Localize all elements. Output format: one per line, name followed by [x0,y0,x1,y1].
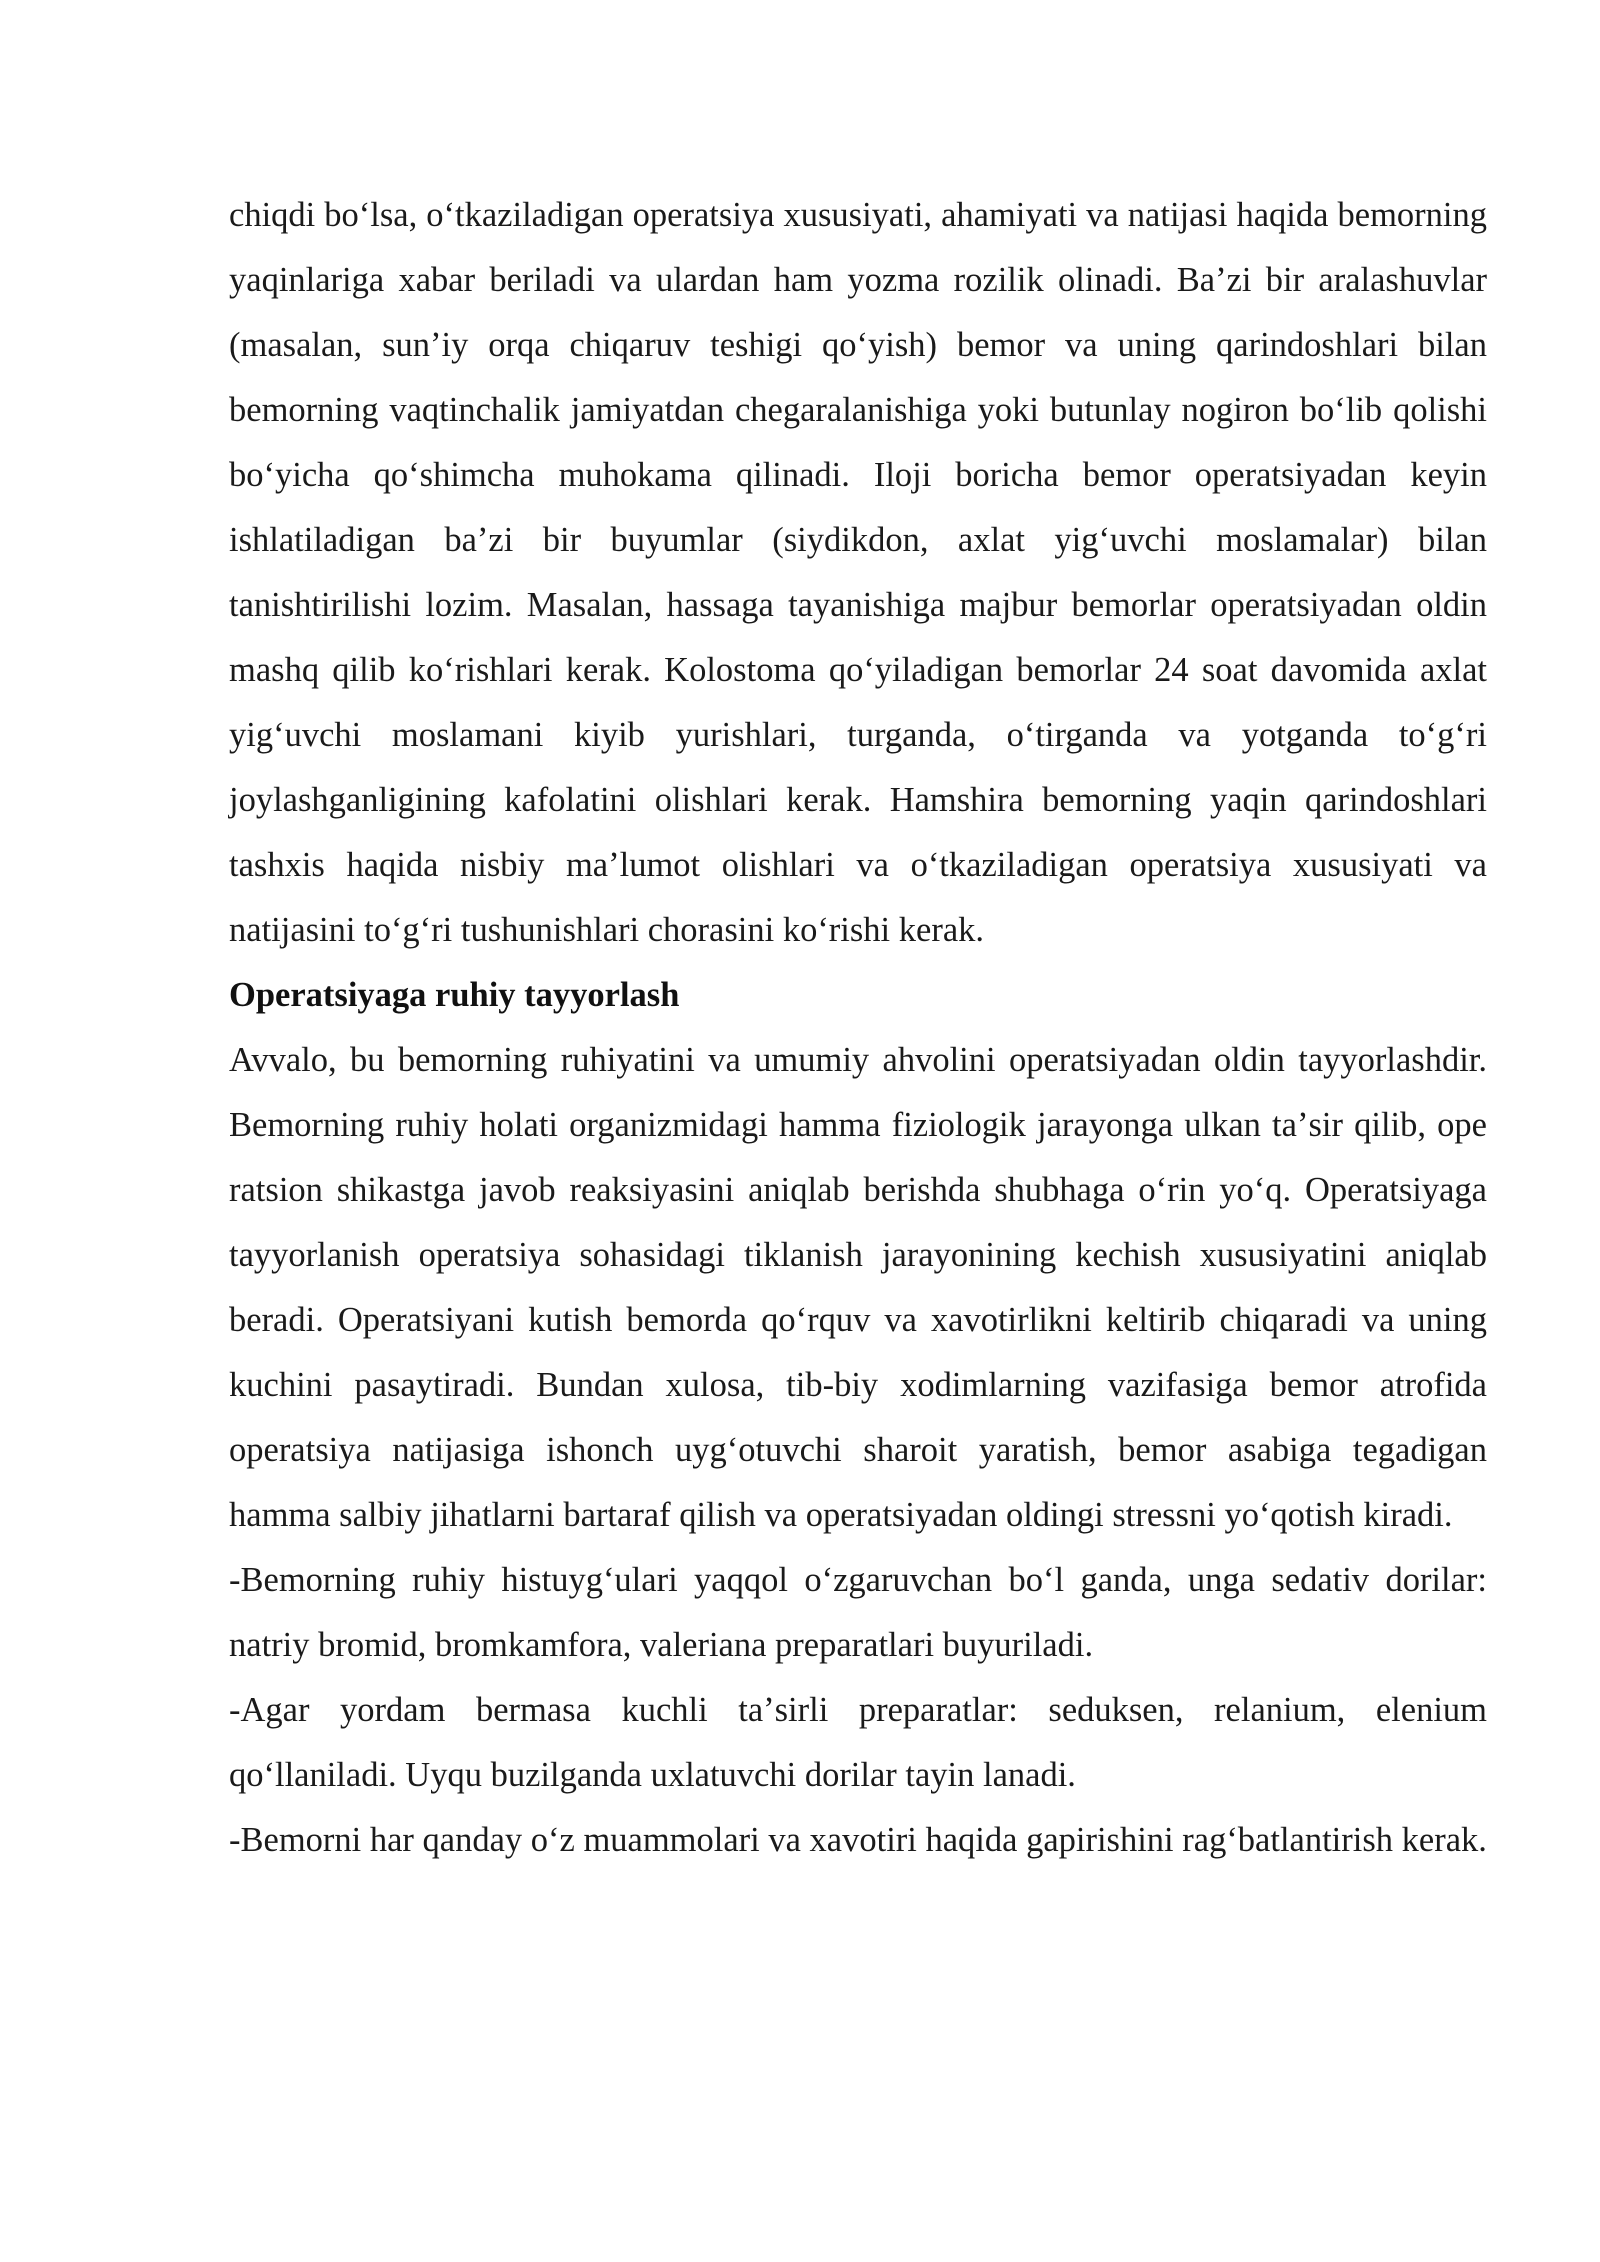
paragraph-strong-preparations: -Agar yordam bermasa kuchli taʼsirli preparatlar: seduksen, relanium, elenium qoʻllaniladi. Uyqu buzilganda uxlatuvchi dorilar tayin lanadi. [229,1691,1487,1794]
paragraph-psychological-preparation: Avvalo, bu bemorning ruhiyatini va umumiy ahvolini operatsiyadan oldin tayyorlashdir. Bemorning ruhiy holati organizmidagi hamma fiziologik jarayonga ulkan taʼsir qilib, ope ratsion shikastga javob reaksiyasini aniqlab berishda shubhaga oʻrin yoʻq. Operatsiyaga tayyorlanish operatsiya sohasidagi tiklanish jarayonining kechish xususiyatini aniqlab beradi. Operatsiyani kutish bemorda qoʻrquv va xavotirlikni keltirib chiqaradi va uning kuchini pasaytiradi. Bundan xulosa, tib-biy xodimlarning vazifasiga bemor atrofida operatsiya natijasiga ishonch uygʻotuvchi sharoit yaratish, bemor asabiga tegadigan hamma salbiy jihatlarni bartaraf qilish va operatsiyadan oldingi stressni yoʻqotish kiradi. [229,1041,1487,1534]
paragraph-encourage-talking: -Bemorni har qanday oʻz muammolari va xavotiri haqida gapirishini ragʻbatlantirish kerak. [229,1821,1487,1859]
document-page [229,183,1487,1873]
section-heading: Operatsiyaga ruhiy tayyorlash [229,976,680,1014]
paragraph-consent: chiqdi boʻlsa, oʻtkaziladigan operatsiya xususiyati, ahamiyati va natijasi haqida bemorning yaqinlariga xabar beriladi va ulardan ham yozma rozilik olinadi. Baʼzi bir aralashuvlar (masalan, sunʼiy orqa chiqaruv teshigi qoʻyish) bemor va uning qarindoshlari bilan bemorning vaqtinchalik jamiyatdan chegaralanishiga yoki butunlay nogiron boʻlib qolishi boʻyicha qoʻshimcha muhokama qilinadi. Iloji boricha bemor operatsiyadan keyin ishlatiladigan baʼzi bir buyumlar (siydikdon, axlat yigʻuvchi moslamalar) bilan tanishtirilishi lozim. Masalan, hassaga tayanishiga majbur bemorlar operatsiyadan oldin mashq qilib koʻrishlari kerak. Kolostoma qoʻyiladigan bemorlar 24 soat davomida axlat yigʻuvchi moslamani kiyib yurishlari, turganda, oʻtirganda va yotganda toʻgʻri joylashganligining kafolatini olishlari kerak. Hamshira bemorning yaqin qarindoshlari tashxis haqida nisbiy maʼlumot olishlari va oʻtkaziladigan operatsiya xususiyati va natijasini toʻgʻri tushunishlari chorasini koʻrishi kerak. [229,196,1487,949]
paragraph-sedatives: -Bemorning ruhiy histuygʻulari yaqqol oʻzgaruvchan boʻl ganda, unga sedativ dorilar: natriy bromid, bromkamfora, valeriana preparatlari buyuriladi. [229,1561,1487,1664]
